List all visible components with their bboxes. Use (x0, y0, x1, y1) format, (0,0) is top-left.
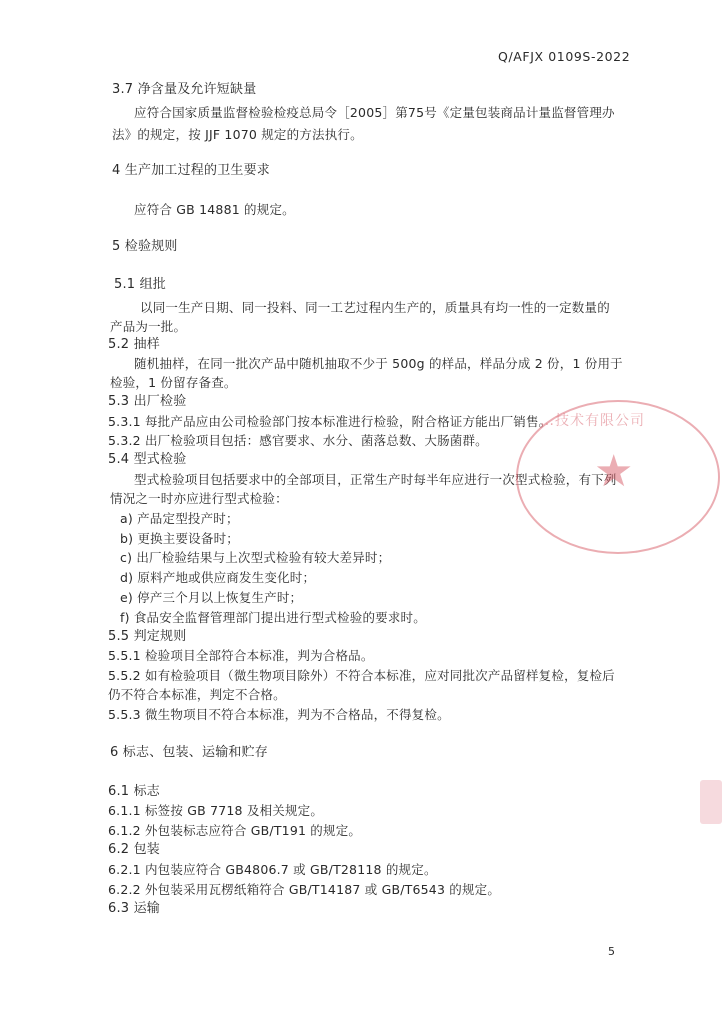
section-5-1-title: 5.1 组批 (114, 277, 167, 292)
page-number: 5 (608, 945, 616, 958)
section-6-2-title: 6.2 包装 (108, 842, 161, 857)
section-5-2-text-2: 检验，1 份留存备查。 (110, 375, 237, 390)
edge-seal-fragment (700, 780, 722, 824)
section-5-5-2-line2: 仍不符合本标准，判定不合格。 (108, 687, 286, 702)
section-5-5-1: 5.5.1 检验项目全部符合本标准，判为合格品。 (108, 648, 374, 663)
seal-star-icon: ★ (594, 446, 634, 497)
section-5-5-3: 5.5.3 微生物项目不符合本标准，判为不合格品，不得复检。 (108, 707, 450, 722)
section-5-2-text-1: 随机抽样，在同一批次产品中随机抽取不少于 500g 的样品，样品分成 2 份，1 份用于 (134, 356, 623, 371)
section-5-1-text-2: 产品为一批。 (110, 319, 187, 334)
section-6-2-1: 6.2.1 内包装应符合 GB4806.7 或 GB/T28118 的规定。 (108, 862, 437, 877)
section-6-1-title: 6.1 标志 (108, 784, 161, 799)
section-5-3-2: 5.3.2 出厂检验项目包括：感官要求、水分、菌落总数、大肠菌群。 (108, 433, 488, 448)
seal-text: …技术有限公司 (540, 413, 645, 429)
section-5-4-item-e: e) 停产三个月以上恢复生产时； (120, 590, 303, 605)
section-3-7-text-1: 应符合国家质量监督检验检疫总局令［2005］第75号《定量包装商品计量监督管理办 (134, 105, 615, 120)
section-5-4-item-c: c) 出厂检验结果与上次型式检验有较大差异时； (120, 550, 391, 565)
section-6-3-title: 6.3 运输 (108, 901, 161, 916)
section-6-title: 6 标志、包装、运输和贮存 (110, 745, 269, 760)
standard-code: Q/AFJX 0109S-2022 (498, 49, 631, 64)
section-6-1-2: 6.1.2 外包装标志应符合 GB/T191 的规定。 (108, 823, 362, 838)
section-5-4-text-1: 型式检验项目包括要求中的全部项目，正常生产时每半年应进行一次型式检验，有下列 (134, 472, 617, 487)
section-5-4-item-a: a) 产品定型投产时； (120, 511, 239, 526)
section-6-2-2: 6.2.2 外包装采用瓦楞纸箱符合 GB/T14187 或 GB/T6543 的规定。 (108, 882, 501, 897)
section-5-4-text-2: 情况之一时亦应进行型式检验： (110, 491, 288, 506)
section-5-4-item-f: f) 食品安全监督管理部门提出进行型式检验的要求时。 (120, 610, 426, 625)
section-3-7-title: 3.7 净含量及允许短缺量 (112, 82, 257, 97)
section-5-5-2-line1: 5.5.2 如有检验项目（微生物项目除外）不符合本标准，应对同批次产品留样复检，复检后 (108, 668, 615, 683)
section-3-7-text-2: 法》的规定，按 JJF 1070 规定的方法执行。 (112, 127, 363, 142)
section-4-text: 应符合 GB 14881 的规定。 (134, 202, 295, 217)
section-4-title: 4 生产加工过程的卫生要求 (112, 163, 271, 178)
section-6-1-1: 6.1.1 标签按 GB 7718 及相关规定。 (108, 803, 324, 818)
section-5-2-title: 5.2 抽样 (108, 337, 161, 352)
section-5-4-title: 5.4 型式检验 (108, 452, 187, 467)
section-5-5-title: 5.5 判定规则 (108, 629, 187, 644)
section-5-3-1: 5.3.1 每批产品应由公司检验部门按本标准进行检验，附合格证方能出厂销售。 (108, 414, 552, 429)
company-seal (516, 400, 720, 554)
section-5-3-title: 5.3 出厂检验 (108, 394, 187, 409)
section-5-1-text-1: 以同一生产日期、同一投料、同一工艺过程内生产的，质量具有均一性的一定数量的 (140, 300, 610, 315)
section-5-4-item-b: b) 更换主要设备时； (120, 531, 239, 546)
section-5-title: 5 检验规则 (112, 239, 178, 254)
section-5-4-item-d: d) 原料产地或供应商发生变化时； (120, 570, 316, 585)
